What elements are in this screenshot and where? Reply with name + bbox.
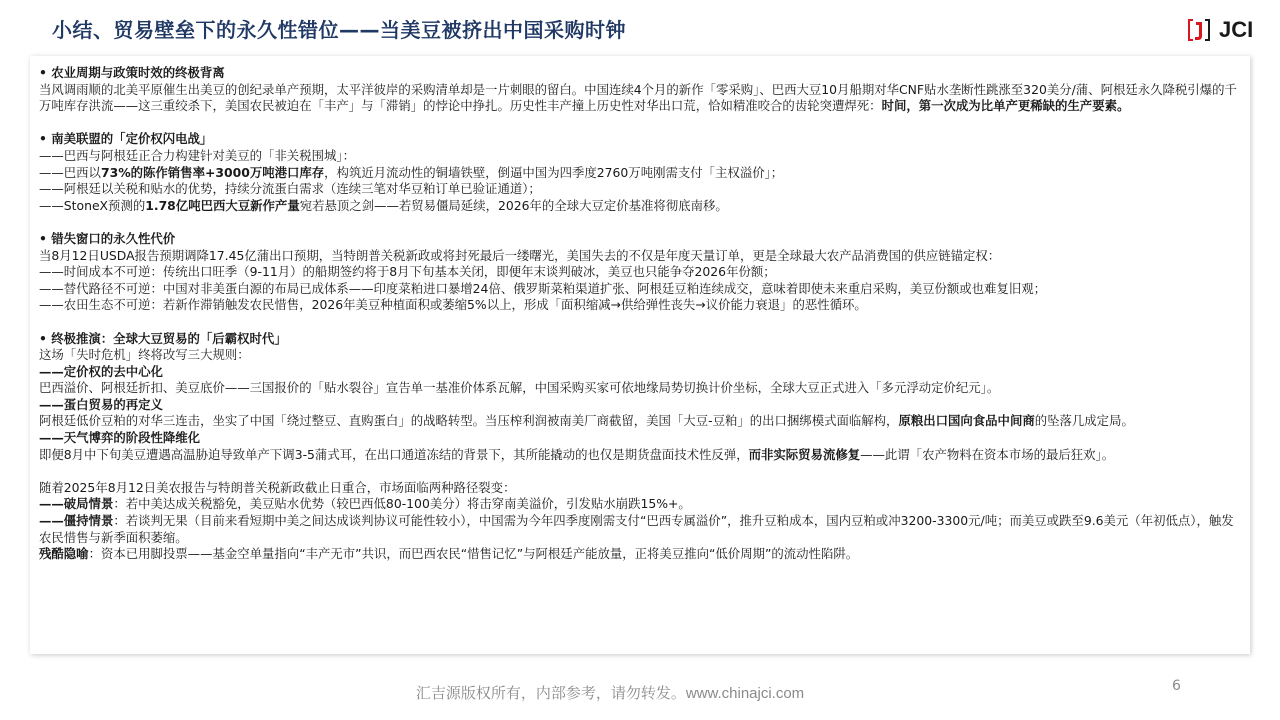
paragraph: 随着2025年8月12日美农报告与特朗普关税新政截止日重合，市场面临两种路径裂变：: [39, 479, 516, 495]
content-text: [39, 65, 1244, 563]
text-run: 宛若悬顶之剑——若贸易僵局延续，2026年的全球大豆定价基准将彻底南移。: [299, 197, 728, 213]
rule-title: ——天气博弈的阶段性降维化: [39, 430, 201, 446]
paragraph: [39, 82, 1244, 115]
rule-title: ——蛋白贸易的再定义: [39, 396, 163, 412]
text-run: ：资本已用脚投票——基金空单量指向“丰产无市”共识，而巴西农民“惜售记忆”与阿根廷产能放量，正将美豆推向“低价周期”的流动性陷阱。: [88, 546, 859, 562]
copyright-footer: 汇吉源版权所有，内部参考，请勿转发。www.chinajci.com: [415, 685, 805, 702]
section-heading: • 终极推演：全球大豆贸易的「后霸权时代」: [39, 330, 287, 346]
list-item: ——农田生态不可逆：若新作滞销触发农民惜售，2026年美豆种植面积或萎缩5%以上，形成「面积缩减→供给弹性丧失→议价能力衰退」的恶性循环。: [39, 297, 867, 313]
text-run: 即便8月中下旬美豆遭遇高温胁迫导致单产下调3-5蒲式耳，在出口通道冻结的背景下，其所能撬动的也仅是期货盘面技术性反弹，: [39, 446, 749, 462]
paragraph: 当8月12日USDA报告预期调降17.45亿蒲出口预期，当特朗普关税新政或将封死最后一缕曙光，美国失去的不仅是年度天量订单，更是全球最大农产品消费国的供应链锚定权：: [39, 247, 1001, 263]
list-item: [39, 198, 1244, 215]
rule-title: ——定价权的去中心化: [39, 363, 163, 379]
bold-text: 而非实际贸易流修复: [748, 446, 861, 462]
text-run: 阿根廷低价豆粕的对华三连击，坐实了中国「绕过整豆、直购蛋白」的战略转型。当压榨利润被南美厂商截留，美国「大豆-豆粕」的出口捆绑模式面临解构，: [39, 413, 899, 429]
paragraph: 这场「失时危机」终将改写三大规则：: [39, 347, 250, 363]
list-item: [39, 165, 1244, 182]
scenario-item: [39, 496, 1244, 513]
page-title: 小结、贸易壁垒下的永久性错位——当美豆被挤出中国采购时钟: [52, 18, 626, 42]
list-item: ——替代路径不可逆：中国对非美蛋白源的布局已成体系——印度菜粕进口暴增24倍、俄罗斯菜粕渠道扩张、阿根廷豆粕连续成交，意味着即使未来重启采购，美豆份额或也难复旧观；: [39, 280, 1047, 296]
scenario-label: ——破局情景: [39, 496, 114, 512]
company-logo: [1186, 17, 1266, 43]
text-run: ——此谓「农产物料在资本市场的最后狂欢」。: [860, 446, 1115, 462]
scenario-item: [39, 546, 1244, 563]
scenario-label: ——僵持情景: [39, 513, 114, 529]
text-run: 当风调雨顺的北美平原催生出美豆的创纪录单产预期，太平洋彼岸的采购清单却是一片刺眼的留白。中国连续4个月的新作「零采购」、巴西大豆10月船期对华CNF贴水垄断性跳涨至320美分/蒲、阿根廷永久降税引爆的千万吨库存洪流——这三重绞杀下，美国农民被迫在「丰产」与「滞销」的悖论中挣扎。历史性丰产撞上历史性对华出口荒，恰如精准咬合的齿轮突遭焊死：: [39, 81, 1237, 114]
list-item: ——时间成本不可逆：传统出口旺季（9-11月）的船期签约将于8月下旬基本关闭，即便年末谈判破冰，美豆也只能争夺2026年份额；: [39, 264, 776, 280]
scenario-label: 残酷隐喻: [39, 546, 89, 562]
scenario-item: [39, 513, 1244, 546]
section-heading: • 错失窗口的永久性代价: [39, 230, 176, 246]
text-run: ：若中美达成关税豁免，美豆贴水优势（较巴西低80-100美分）将击穿南美溢价，引发贴水崩跌15%+。: [113, 496, 691, 512]
bold-text: 时间，第一次成为比单产更稀缺的生产要素。: [881, 98, 1130, 114]
page-number: 6: [1172, 678, 1181, 694]
section-heading: • 南美联盟的「定价权闪电战」: [39, 131, 213, 147]
bold-text: 73%的陈作销售率+3000万吨港口库存: [100, 164, 325, 180]
text-run: ——StoneX预测的: [39, 197, 146, 213]
paragraph: 巴西溢价、阿根廷折扣、美豆底价——三国报价的「贴水裂谷」宣告单一基准价体系瓦解，中国采购买家可依地缘局势切换计价坐标，全球大豆正式进入「多元浮动定价纪元」。: [39, 380, 1000, 396]
list-item: ——巴西与阿根廷正合力构建针对美豆的「非关税围城」：: [39, 147, 355, 163]
paragraph: [39, 447, 1244, 464]
list-item: ——阿根廷以关税和贴水的优势，持续分流蛋白需求（连续三笔对华豆粕订单已验证通道）；: [39, 181, 541, 197]
text-run: ，构筑近月流动性的铜墙铁壁，倒逼中国为四季度2760万吨刚需支付「主权溢价」；: [324, 164, 784, 180]
jci-logo-icon: [1186, 17, 1212, 43]
section-heading: • 农业周期与政策时效的终极背离: [39, 65, 225, 80]
content-panel: [30, 56, 1250, 654]
text-run: 的坠落几成定局。: [1034, 413, 1134, 429]
logo-text: JCI: [1219, 17, 1254, 42]
text-run: ——巴西以: [39, 164, 101, 180]
bold-text: 1.78亿吨巴西大豆新作产量: [145, 197, 300, 213]
bold-text: 原粮出口国向食品中间商: [898, 413, 1035, 429]
paragraph: [39, 413, 1244, 430]
text-run: ：若谈判无果（目前来看短期中美之间达成谈判协议可能性较小），中国需为今年四季度刚需支付“巴西专属溢价”，推升豆粕成本，国内豆粕或冲3200-3300元/吨；而美豆或跌至9.6美元（年初低点），触发农民惜售与新季面积萎缩。: [39, 513, 1234, 545]
